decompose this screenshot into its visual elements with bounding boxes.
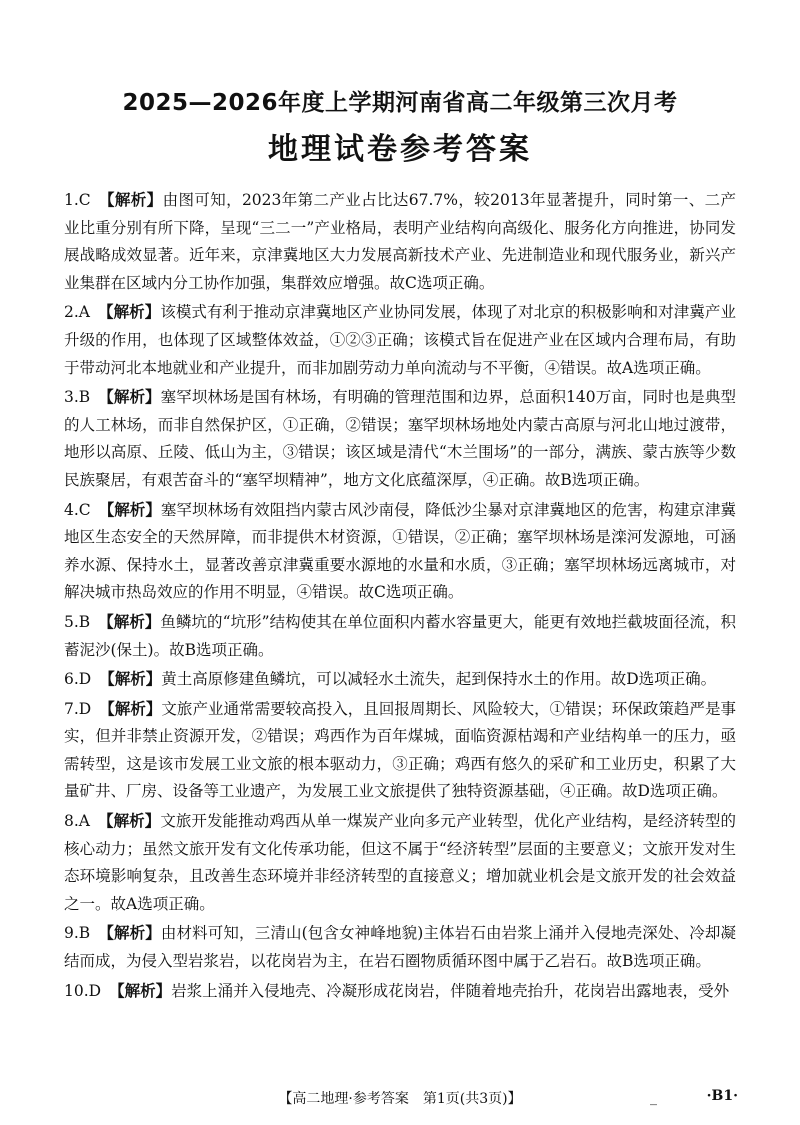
analysis-text: 文旅产业通常需要较高投入，且回报周期长、风险较大，①错误；环保政策趋严是事实，但并非禁止资源开发，②错误；鸡西作为百年煤城，面临资源枯竭和产业结构单一的压力，亟需转型，这是该市发展工业文旅的根本驱动力，③正确；鸡西有悠久的采矿和工业历史，积累了大量矿井、厂房、设备等工业遗产，为发展工业文旅提供了独特资源基础，④正确。故D选项正确。 <box>64 699 736 801</box>
answer-item-8 <box>64 808 736 918</box>
answer-item-2 <box>64 299 736 382</box>
answer-number: 7. <box>64 699 79 718</box>
analysis-text: 塞罕坝林场有效阻挡内蒙古风沙南侵，降低沙尘暴对京津冀地区的危害，构建京津冀地区生态安全的天然屏障，而非提供木材资源，①错误，②正确；塞罕坝林场是滦河发源地，可涵养水源、保持水土，显著改善京津冀重要水源地的水量和水质，③正确；塞罕坝林场远离城市，对解决城市热岛效应的作用不明显，④错误。故C选项正确。 <box>64 500 736 602</box>
analysis-text: 鱼鳞坑的“坑形”结构使其在单位面积内蓄水容量更大，能更有效地拦截坡面径流，积蓄泥沙(保土)。故B选项正确。 <box>64 612 736 659</box>
answer-item-6 <box>64 666 736 694</box>
answer-choice: A <box>78 303 90 322</box>
document-subtitle: 地理试卷参考答案 <box>268 132 532 167</box>
answer-item-5 <box>64 609 736 664</box>
analysis-text: 塞罕坝林场是国有林场，有明确的管理范围和边界，总面积140万亩，同时也是典型的人工林场，而非自然保护区，①正确，②错误；塞罕坝林场地处内蒙古高原与河北山地过渡带，地形以高原、丘陵、低山为主，③错误；该区域是清代“木兰围场”的一部分，满族、蒙古族等少数民族聚居，有艰苦奋斗的“塞罕坝精神”，地方文化底蕴深厚，④正确。故B选项正确。 <box>64 388 736 489</box>
analysis-text: 文旅开发能推动鸡西从单一煤炭产业向多元产业转型，优化产业结构，是经济转型的核心动力；虽然文旅开发有文化传承功能，但这不属于“经济转型”层面的主要意义；文旅开发对生态环境影响复杂，且改善生态环境并非经济转型的直接意义；增加就业机会是文旅开发的社会效益之一。故A选项正确。 <box>64 812 736 913</box>
answer-number: 4. <box>64 500 79 519</box>
answer-item-4 <box>64 497 736 607</box>
answer-choice: C <box>78 191 91 209</box>
answer-item-9 <box>64 920 736 975</box>
analysis-text: 由材料可知，三清山(包含女神峰地貌)主体岩石由岩浆上涌并入侵地壳深处、冷却凝结而成，为侵入型岩浆岩，以花岗岩为主，在岩石圈物质循环图中属于乙岩石。故B选项正确。 <box>64 924 736 971</box>
answer-choice: C <box>78 500 91 519</box>
answer-item-1 <box>64 187 736 297</box>
analysis-text: 由图可知，2023年第二产业占比达67.7%，较2013年显著提升，同时第一、二产业比重分别有所下降，呈现“三二一”产业格局，表明产业结构向高级化、服务化方向推进，协同发展战略成效显著。近年来，京津冀地区大力发展高新技术产业、先进制造业和现代服务业，新兴产业集群在区域内分工协作加强，集群效应增强。故C选项正确。 <box>64 191 736 292</box>
answer-item-3 <box>64 384 736 494</box>
analysis-tag: 【解析】 <box>98 388 161 407</box>
analysis-tag: 【解析】 <box>98 612 161 631</box>
answer-choice: B <box>78 924 91 943</box>
answer-number: 10. <box>64 981 89 1000</box>
answer-number: 5. <box>64 612 79 631</box>
analysis-tag: 【解析】 <box>109 981 172 1000</box>
answer-choice: D <box>78 670 92 689</box>
answer-number: 1. <box>64 191 79 209</box>
answer-number: 8. <box>64 812 79 831</box>
answer-number: 3. <box>64 388 79 407</box>
footer-dash: _ <box>650 1090 657 1106</box>
analysis-tag: 【解析】 <box>99 699 162 718</box>
answer-item-10 <box>64 978 736 1006</box>
analysis-tag: 【解析】 <box>98 500 161 519</box>
answer-choice: D <box>78 699 92 718</box>
answer-choice: B <box>78 612 91 631</box>
answer-item-7 <box>64 696 736 806</box>
answer-number: 6. <box>64 670 79 689</box>
analysis-tag: 【解析】 <box>98 303 161 322</box>
answer-choice: A <box>78 812 90 831</box>
analysis-text: 岩浆上涌并入侵地壳、冷凝形成花岗岩，伴随着地壳抬升，花岗岩出露地表，受外 <box>171 981 730 1000</box>
answer-number: 2. <box>64 303 79 322</box>
analysis-text: 该模式有利于推动京津冀地区产业协同发展，体现了对北京的积极影响和对津冀产业升级的作用，也体现了区域整体效益，①②③正确；该模式旨在促进产业在区域内合理布局，有助于带动河北本地就业和产业提升，而非加剧劳动力单向流动与不平衡，④错误。故A选项正确。 <box>64 303 736 377</box>
analysis-text: 黄土高原修建鱼鳞坑，可以减轻水土流失，起到保持水土的作用。故D选项正确。 <box>161 670 717 689</box>
page-footer: 【高二地理·参考答案 第1页(共3页)】 <box>278 1091 522 1107</box>
answer-number: 9. <box>64 924 79 943</box>
answer-choice: B <box>78 388 91 407</box>
analysis-tag: 【解析】 <box>98 812 161 831</box>
answer-list <box>64 187 736 1007</box>
analysis-tag: 【解析】 <box>98 924 161 943</box>
analysis-tag: 【解析】 <box>99 670 162 689</box>
answer-choice: D <box>88 981 102 1000</box>
analysis-tag: 【解析】 <box>98 191 163 209</box>
exam-title: 2025—2026年度上学期河南省高二年级第三次月考 <box>122 90 678 116</box>
paper-code: ·B1· <box>706 1088 738 1104</box>
